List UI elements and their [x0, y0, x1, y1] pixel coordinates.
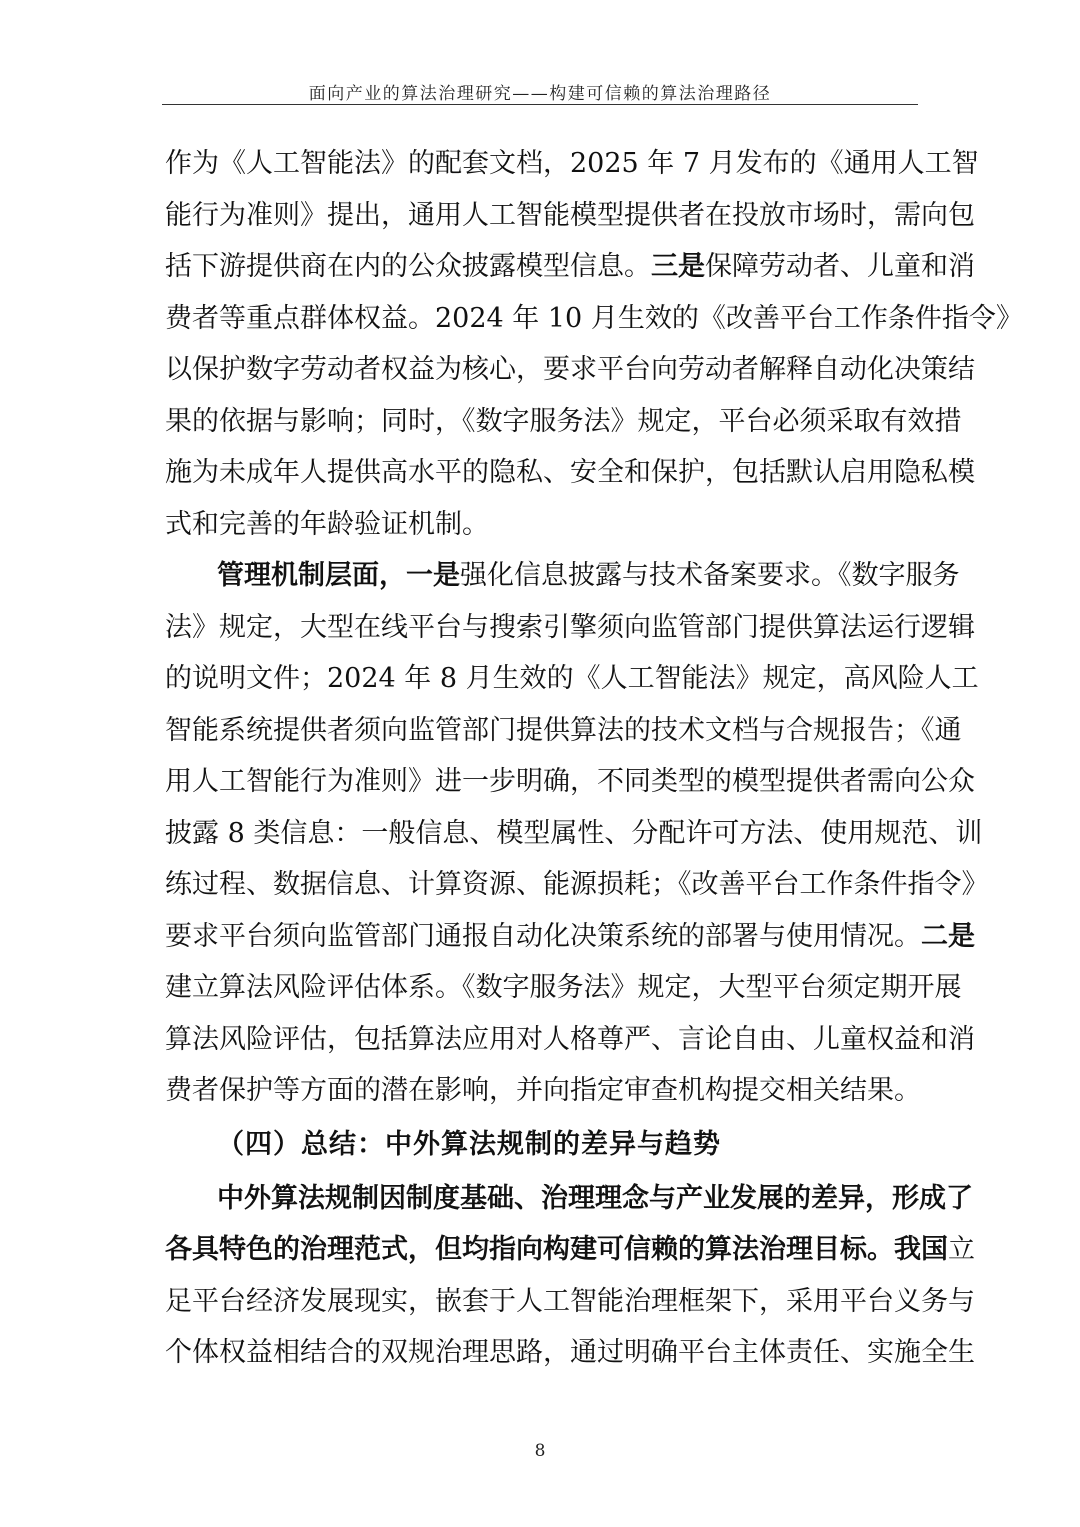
header-rule: [162, 104, 918, 105]
text-line: 的说明文件；2024 年 8 月生效的《人工智能法》规定，高风险人工: [165, 663, 979, 694]
text-run: 保障劳动者、儿童和消: [705, 251, 975, 282]
running-header: 面向产业的算法治理研究——构建可信赖的算法治理路径: [308, 84, 772, 104]
section-heading: （四）总结：中外算法规制的差异与趋势: [217, 1128, 721, 1160]
text-line: 建立算法风险评估体系。《数字服务法》规定，大型平台须定期开展: [165, 972, 962, 1003]
text-line: 施为未成年人提供高水平的隐私、安全和保护，包括默认启用隐私模: [165, 457, 975, 488]
bold-text-run: 各具特色的治理范式，但均指向构建可信赖的算法治理目标。: [165, 1234, 894, 1265]
text-line: 费者保护等方面的潜在影响，并向指定审查机构提交相关结果。: [165, 1075, 921, 1106]
text-line: 个体权益相结合的双规治理思路，通过明确平台主体责任、实施全生: [165, 1337, 975, 1368]
text-line: 果的依据与影响；同时，《数字服务法》规定，平台必须采取有效措: [165, 405, 962, 437]
text-line: 智能系统提供者须向监管部门提供算法的技术文档与合规报告；《通: [165, 714, 962, 746]
text-line: 中外算法规制因制度基础、治理理念与产业发展的差异，形成了: [217, 1182, 973, 1214]
text-run: 强化信息披露与技术备案要求。《数字服务: [460, 560, 960, 591]
text-line: 以保护数字劳动者权益为核心，要求平台向劳动者解释自动化决策结: [165, 354, 975, 385]
text-line: 用人工智能行为准则》进一步明确，不同类型的模型提供者需向公众: [165, 766, 975, 797]
text-line: [165, 911, 975, 963]
text-line: 算法风险评估，包括算法应用对人格尊严、言论自由、儿童权益和消: [165, 1023, 975, 1055]
page-number: 8: [534, 1441, 546, 1461]
text-line: [165, 550, 960, 602]
text-line: 费者等重点群体权益。2024 年 10 月生效的《改善平台工作条件指令》: [165, 302, 1023, 334]
text-run: 括下游提供商在内的公众披露模型信息。: [165, 251, 651, 282]
bold-text-run: 我国: [894, 1234, 948, 1265]
text-run: 立: [948, 1234, 975, 1265]
paragraph-summary: [165, 1173, 975, 1379]
text-line: [165, 1224, 975, 1276]
paragraph-management-mechanism: [165, 550, 989, 1117]
text-line: [165, 241, 975, 293]
text-run: 要求平台须向监管部门通报自动化决策系统的部署与使用情况。: [165, 920, 921, 952]
text-line: 法》规定，大型在线平台与搜索引擎须向监管部门提供算法运行逻辑: [165, 611, 975, 643]
text-line: 能行为准则》提出，通用人工智能模型提供者在投放市场时，需向包: [165, 199, 975, 231]
text-line: 足平台经济发展现实，嵌套于人工智能治理框架下，采用平台义务与: [165, 1285, 975, 1317]
text-line: 披露 8 类信息：一般信息、模型属性、分配许可方法、使用规范、训: [165, 817, 983, 849]
document-body: [165, 138, 1023, 1379]
bold-marker-two: 二是: [921, 920, 975, 952]
text-line: 练过程、数据信息、计算资源、能源损耗；《改善平台工作条件指令》: [165, 869, 989, 900]
paragraph-user-rights: [165, 138, 1023, 550]
bold-lead-in: 管理机制层面，一是: [217, 560, 460, 591]
text-line: 作为《人工智能法》的配套文档，2025 年 7 月发布的《通用人工智: [165, 148, 979, 179]
bold-marker-three: 三是: [651, 251, 705, 282]
text-line: 式和完善的年龄验证机制。: [165, 508, 489, 540]
